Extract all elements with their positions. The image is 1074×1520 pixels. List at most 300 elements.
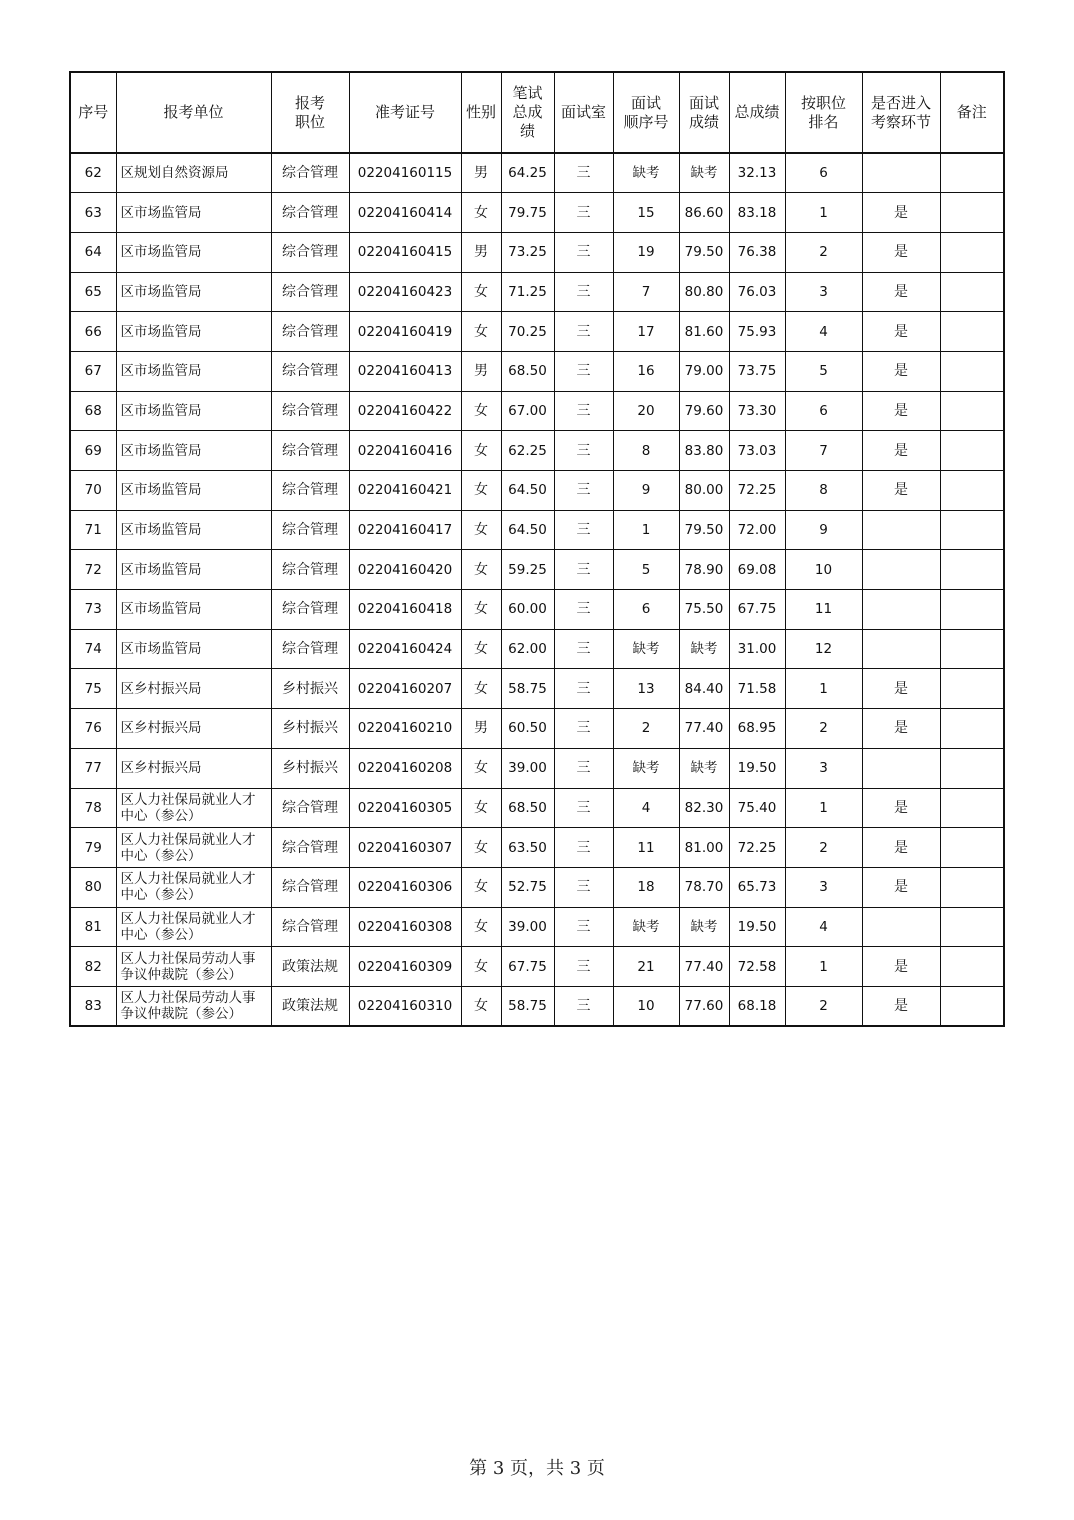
cell-interview-room: 三 xyxy=(554,471,613,511)
cell-ticket-number: 02204160210 xyxy=(349,709,461,749)
cell-remarks xyxy=(940,748,1004,788)
cell-remarks xyxy=(940,828,1004,868)
cell-advance: 是 xyxy=(862,351,940,391)
cell-unit: 区乡村振兴局 xyxy=(116,709,271,749)
cell-ticket-number: 02204160418 xyxy=(349,590,461,630)
header-unit-line: 报考单位 xyxy=(163,103,224,121)
cell-written-score: 67.00 xyxy=(501,391,554,431)
cell-unit: 区市场监管局 xyxy=(116,590,271,630)
cell-rank: 2 xyxy=(785,828,862,868)
table-row xyxy=(70,550,1004,590)
cell-gender: 女 xyxy=(461,510,501,550)
cell-rank: 10 xyxy=(785,550,862,590)
table-row xyxy=(70,351,1004,391)
cell-written-score: 58.75 xyxy=(501,986,554,1026)
cell-unit: 区人力社保局就业人才中心（参公） xyxy=(116,828,271,868)
cell-ticket-number: 02204160305 xyxy=(349,788,461,828)
cell-ticket-number: 02204160419 xyxy=(349,312,461,352)
header-written-score-line: 总成 xyxy=(512,103,543,121)
cell-interview-score: 缺考 xyxy=(679,153,729,193)
cell-gender: 男 xyxy=(461,709,501,749)
cell-rank: 2 xyxy=(785,986,862,1026)
cell-interview-order: 6 xyxy=(613,590,679,630)
cell-written-score: 67.75 xyxy=(501,947,554,987)
cell-index: 83 xyxy=(70,986,116,1026)
cell-interview-room: 三 xyxy=(554,669,613,709)
header-remarks xyxy=(940,72,1004,153)
cell-interview-score: 77.40 xyxy=(679,947,729,987)
cell-ticket-number: 02204160421 xyxy=(349,471,461,511)
cell-position: 综合管理 xyxy=(271,550,349,590)
cell-remarks xyxy=(940,669,1004,709)
header-interview-room xyxy=(554,72,613,153)
cell-ticket-number: 02204160309 xyxy=(349,947,461,987)
table-row xyxy=(70,629,1004,669)
cell-remarks xyxy=(940,153,1004,193)
cell-ticket-number: 02204160307 xyxy=(349,828,461,868)
header-interview-room-line: 面试室 xyxy=(560,103,606,121)
cell-total-score: 72.00 xyxy=(729,510,785,550)
cell-gender: 女 xyxy=(461,391,501,431)
cell-advance: 是 xyxy=(862,391,940,431)
cell-unit: 区市场监管局 xyxy=(116,312,271,352)
cell-advance: 是 xyxy=(862,788,940,828)
cell-advance: 是 xyxy=(862,709,940,749)
cell-advance: 是 xyxy=(862,312,940,352)
cell-unit: 区市场监管局 xyxy=(116,391,271,431)
cell-interview-order: 10 xyxy=(613,986,679,1026)
table-row xyxy=(70,391,1004,431)
cell-interview-score: 86.60 xyxy=(679,193,729,233)
cell-interview-order: 5 xyxy=(613,550,679,590)
cell-total-score: 73.75 xyxy=(729,351,785,391)
table-row xyxy=(70,193,1004,233)
cell-ticket-number: 02204160414 xyxy=(349,193,461,233)
header-interview-score-line: 成绩 xyxy=(688,112,719,131)
cell-gender: 女 xyxy=(461,669,501,709)
cell-rank: 3 xyxy=(785,748,862,788)
cell-rank: 12 xyxy=(785,629,862,669)
table-row xyxy=(70,153,1004,193)
cell-gender: 男 xyxy=(461,232,501,272)
header-index-line: 序号 xyxy=(78,103,109,121)
cell-ticket-number: 02204160416 xyxy=(349,431,461,471)
cell-remarks xyxy=(940,629,1004,669)
cell-position: 综合管理 xyxy=(271,232,349,272)
table-row xyxy=(70,510,1004,550)
cell-rank: 1 xyxy=(785,193,862,233)
cell-interview-score: 79.50 xyxy=(679,232,729,272)
header-position xyxy=(271,72,349,153)
cell-remarks xyxy=(940,431,1004,471)
table-row xyxy=(70,828,1004,868)
cell-ticket-number: 02204160415 xyxy=(349,232,461,272)
cell-interview-room: 三 xyxy=(554,788,613,828)
cell-interview-room: 三 xyxy=(554,629,613,669)
cell-unit: 区人力社保局劳动人事争议仲裁院（参公） xyxy=(116,986,271,1026)
cell-remarks xyxy=(940,312,1004,352)
cell-index: 62 xyxy=(70,153,116,193)
cell-rank: 4 xyxy=(785,907,862,947)
cell-written-score: 64.25 xyxy=(501,153,554,193)
cell-unit: 区人力社保局就业人才中心（参公） xyxy=(116,867,271,907)
cell-index: 65 xyxy=(70,272,116,312)
cell-index: 64 xyxy=(70,232,116,272)
cell-remarks xyxy=(940,193,1004,233)
cell-gender: 女 xyxy=(461,471,501,511)
cell-interview-score: 缺考 xyxy=(679,748,729,788)
cell-rank: 1 xyxy=(785,788,862,828)
cell-ticket-number: 02204160207 xyxy=(349,669,461,709)
cell-interview-score: 80.00 xyxy=(679,471,729,511)
table-row xyxy=(70,471,1004,511)
cell-remarks xyxy=(940,947,1004,987)
cell-rank: 6 xyxy=(785,153,862,193)
cell-total-score: 69.08 xyxy=(729,550,785,590)
cell-remarks xyxy=(940,351,1004,391)
cell-written-score: 64.50 xyxy=(501,471,554,511)
cell-unit: 区人力社保局就业人才中心（参公） xyxy=(116,788,271,828)
cell-interview-order: 19 xyxy=(613,232,679,272)
results-table-container xyxy=(69,71,1005,1027)
cell-rank: 3 xyxy=(785,272,862,312)
cell-gender: 女 xyxy=(461,590,501,630)
cell-interview-room: 三 xyxy=(554,312,613,352)
cell-gender: 男 xyxy=(461,153,501,193)
cell-written-score: 62.00 xyxy=(501,629,554,669)
cell-index: 75 xyxy=(70,669,116,709)
table-row xyxy=(70,312,1004,352)
cell-total-score: 19.50 xyxy=(729,907,785,947)
cell-remarks xyxy=(940,272,1004,312)
cell-interview-room: 三 xyxy=(554,748,613,788)
cell-advance xyxy=(862,748,940,788)
cell-index: 70 xyxy=(70,471,116,511)
cell-interview-score: 78.70 xyxy=(679,867,729,907)
cell-position: 综合管理 xyxy=(271,351,349,391)
cell-position: 乡村振兴 xyxy=(271,748,349,788)
cell-ticket-number: 02204160306 xyxy=(349,867,461,907)
cell-position: 综合管理 xyxy=(271,391,349,431)
cell-position: 综合管理 xyxy=(271,590,349,630)
cell-position: 综合管理 xyxy=(271,867,349,907)
cell-interview-score: 78.90 xyxy=(679,550,729,590)
cell-interview-score: 81.00 xyxy=(679,828,729,868)
results-table xyxy=(69,71,1005,1027)
table-row xyxy=(70,748,1004,788)
cell-rank: 1 xyxy=(785,947,862,987)
cell-index: 79 xyxy=(70,828,116,868)
cell-advance: 是 xyxy=(862,232,940,272)
cell-rank: 11 xyxy=(785,590,862,630)
cell-interview-score: 77.60 xyxy=(679,986,729,1026)
cell-interview-room: 三 xyxy=(554,947,613,987)
cell-rank: 3 xyxy=(785,867,862,907)
header-remarks-line: 备注 xyxy=(956,103,987,121)
cell-interview-room: 三 xyxy=(554,153,613,193)
table-row xyxy=(70,947,1004,987)
header-written-score-line: 绩 xyxy=(519,122,535,140)
cell-index: 68 xyxy=(70,391,116,431)
cell-interview-order: 21 xyxy=(613,947,679,987)
cell-rank: 6 xyxy=(785,391,862,431)
cell-remarks xyxy=(940,867,1004,907)
header-interview-order-line: 面试 xyxy=(630,93,661,112)
header-rank-line: 排名 xyxy=(808,112,839,131)
cell-rank: 5 xyxy=(785,351,862,391)
cell-interview-score: 84.40 xyxy=(679,669,729,709)
cell-interview-score: 79.00 xyxy=(679,351,729,391)
cell-advance: 是 xyxy=(862,828,940,868)
cell-unit: 区市场监管局 xyxy=(116,471,271,511)
cell-gender: 女 xyxy=(461,312,501,352)
cell-written-score: 73.25 xyxy=(501,232,554,272)
cell-advance xyxy=(862,590,940,630)
cell-interview-room: 三 xyxy=(554,907,613,947)
cell-written-score: 79.75 xyxy=(501,193,554,233)
header-interview-order-line: 顺序号 xyxy=(623,112,669,131)
cell-interview-score: 77.40 xyxy=(679,709,729,749)
cell-position: 综合管理 xyxy=(271,788,349,828)
cell-remarks xyxy=(940,471,1004,511)
header-advance xyxy=(862,72,940,153)
header-rank xyxy=(785,72,862,153)
cell-interview-score: 79.50 xyxy=(679,510,729,550)
cell-index: 71 xyxy=(70,510,116,550)
cell-position: 乡村振兴 xyxy=(271,709,349,749)
cell-ticket-number: 02204160413 xyxy=(349,351,461,391)
cell-interview-room: 三 xyxy=(554,550,613,590)
cell-total-score: 31.00 xyxy=(729,629,785,669)
cell-interview-score: 缺考 xyxy=(679,629,729,669)
cell-interview-room: 三 xyxy=(554,272,613,312)
cell-written-score: 71.25 xyxy=(501,272,554,312)
cell-position: 综合管理 xyxy=(271,272,349,312)
cell-gender: 女 xyxy=(461,947,501,987)
cell-remarks xyxy=(940,391,1004,431)
cell-interview-order: 20 xyxy=(613,391,679,431)
cell-unit: 区市场监管局 xyxy=(116,510,271,550)
table-row xyxy=(70,907,1004,947)
cell-unit: 区人力社保局劳动人事争议仲裁院（参公） xyxy=(116,947,271,987)
cell-interview-order: 13 xyxy=(613,669,679,709)
cell-written-score: 60.50 xyxy=(501,709,554,749)
cell-index: 78 xyxy=(70,788,116,828)
table-row xyxy=(70,590,1004,630)
cell-unit: 区规划自然资源局 xyxy=(116,153,271,193)
cell-unit: 区市场监管局 xyxy=(116,232,271,272)
header-row xyxy=(70,72,1004,153)
cell-interview-room: 三 xyxy=(554,986,613,1026)
cell-interview-room: 三 xyxy=(554,391,613,431)
cell-advance xyxy=(862,550,940,590)
cell-position: 综合管理 xyxy=(271,431,349,471)
cell-written-score: 63.50 xyxy=(501,828,554,868)
cell-index: 63 xyxy=(70,193,116,233)
cell-unit: 区人力社保局就业人才中心（参公） xyxy=(116,907,271,947)
cell-index: 81 xyxy=(70,907,116,947)
cell-rank: 9 xyxy=(785,510,862,550)
cell-interview-score: 83.80 xyxy=(679,431,729,471)
cell-position: 乡村振兴 xyxy=(271,669,349,709)
cell-advance: 是 xyxy=(862,471,940,511)
header-ticket-number xyxy=(349,72,461,153)
cell-written-score: 58.75 xyxy=(501,669,554,709)
cell-total-score: 67.75 xyxy=(729,590,785,630)
cell-index: 76 xyxy=(70,709,116,749)
cell-total-score: 72.25 xyxy=(729,471,785,511)
cell-gender: 女 xyxy=(461,193,501,233)
cell-total-score: 73.30 xyxy=(729,391,785,431)
cell-interview-score: 82.30 xyxy=(679,788,729,828)
cell-position: 政策法规 xyxy=(271,947,349,987)
cell-interview-score: 80.80 xyxy=(679,272,729,312)
cell-remarks xyxy=(940,510,1004,550)
cell-unit: 区市场监管局 xyxy=(116,351,271,391)
cell-index: 80 xyxy=(70,867,116,907)
header-interview-score xyxy=(679,72,729,153)
cell-advance: 是 xyxy=(862,272,940,312)
cell-written-score: 68.50 xyxy=(501,351,554,391)
cell-interview-order: 18 xyxy=(613,867,679,907)
cell-written-score: 60.00 xyxy=(501,590,554,630)
cell-total-score: 68.18 xyxy=(729,986,785,1026)
header-total-score xyxy=(729,72,785,153)
cell-interview-order: 7 xyxy=(613,272,679,312)
cell-written-score: 39.00 xyxy=(501,748,554,788)
cell-advance: 是 xyxy=(862,669,940,709)
cell-interview-room: 三 xyxy=(554,867,613,907)
cell-unit: 区市场监管局 xyxy=(116,193,271,233)
cell-advance xyxy=(862,153,940,193)
cell-interview-order: 11 xyxy=(613,828,679,868)
cell-total-score: 68.95 xyxy=(729,709,785,749)
header-interview-score-line: 面试 xyxy=(688,93,719,112)
cell-advance xyxy=(862,510,940,550)
cell-interview-order: 4 xyxy=(613,788,679,828)
cell-ticket-number: 02204160423 xyxy=(349,272,461,312)
cell-unit: 区乡村振兴局 xyxy=(116,748,271,788)
cell-rank: 2 xyxy=(785,709,862,749)
cell-remarks xyxy=(940,550,1004,590)
cell-advance: 是 xyxy=(862,193,940,233)
cell-unit: 区市场监管局 xyxy=(116,629,271,669)
cell-advance: 是 xyxy=(862,431,940,471)
cell-gender: 女 xyxy=(461,867,501,907)
cell-interview-score: 75.50 xyxy=(679,590,729,630)
cell-ticket-number: 02204160208 xyxy=(349,748,461,788)
cell-gender: 男 xyxy=(461,351,501,391)
cell-position: 综合管理 xyxy=(271,471,349,511)
header-interview-order xyxy=(613,72,679,153)
cell-interview-score: 81.60 xyxy=(679,312,729,352)
cell-advance: 是 xyxy=(862,986,940,1026)
header-gender-line: 性别 xyxy=(465,103,496,121)
header-written-score-line: 笔试 xyxy=(512,84,543,102)
cell-unit: 区市场监管局 xyxy=(116,431,271,471)
table-row xyxy=(70,867,1004,907)
cell-ticket-number: 02204160424 xyxy=(349,629,461,669)
cell-rank: 2 xyxy=(785,232,862,272)
cell-interview-order: 9 xyxy=(613,471,679,511)
cell-interview-room: 三 xyxy=(554,232,613,272)
cell-remarks xyxy=(940,709,1004,749)
cell-remarks xyxy=(940,986,1004,1026)
cell-gender: 女 xyxy=(461,907,501,947)
cell-total-score: 19.50 xyxy=(729,748,785,788)
cell-position: 综合管理 xyxy=(271,510,349,550)
cell-total-score: 73.03 xyxy=(729,431,785,471)
cell-interview-room: 三 xyxy=(554,351,613,391)
cell-interview-room: 三 xyxy=(554,709,613,749)
header-position-line: 报考 xyxy=(294,93,325,112)
cell-interview-order: 17 xyxy=(613,312,679,352)
table-row xyxy=(70,986,1004,1026)
cell-position: 综合管理 xyxy=(271,312,349,352)
table-row xyxy=(70,709,1004,749)
cell-interview-room: 三 xyxy=(554,193,613,233)
cell-ticket-number: 02204160420 xyxy=(349,550,461,590)
cell-gender: 女 xyxy=(461,550,501,590)
cell-total-score: 71.58 xyxy=(729,669,785,709)
cell-interview-room: 三 xyxy=(554,590,613,630)
cell-ticket-number: 02204160308 xyxy=(349,907,461,947)
cell-interview-score: 79.60 xyxy=(679,391,729,431)
cell-interview-order: 缺考 xyxy=(613,748,679,788)
cell-advance: 是 xyxy=(862,867,940,907)
page-footer: 第 3 页，共 3 页 xyxy=(469,1458,605,1479)
cell-index: 73 xyxy=(70,590,116,630)
cell-position: 综合管理 xyxy=(271,828,349,868)
cell-interview-order: 1 xyxy=(613,510,679,550)
cell-written-score: 59.25 xyxy=(501,550,554,590)
cell-gender: 女 xyxy=(461,828,501,868)
cell-total-score: 76.38 xyxy=(729,232,785,272)
cell-interview-room: 三 xyxy=(554,828,613,868)
table-row xyxy=(70,272,1004,312)
cell-remarks xyxy=(940,907,1004,947)
cell-total-score: 65.73 xyxy=(729,867,785,907)
cell-remarks xyxy=(940,232,1004,272)
cell-remarks xyxy=(940,788,1004,828)
header-advance-line: 是否进入 xyxy=(870,93,931,112)
cell-interview-order: 16 xyxy=(613,351,679,391)
cell-index: 67 xyxy=(70,351,116,391)
cell-unit: 区乡村振兴局 xyxy=(116,669,271,709)
cell-index: 77 xyxy=(70,748,116,788)
cell-interview-order: 缺考 xyxy=(613,153,679,193)
cell-position: 综合管理 xyxy=(271,193,349,233)
cell-interview-room: 三 xyxy=(554,431,613,471)
cell-ticket-number: 02204160417 xyxy=(349,510,461,550)
table-body xyxy=(70,153,1004,1026)
cell-position: 综合管理 xyxy=(271,153,349,193)
cell-written-score: 39.00 xyxy=(501,907,554,947)
table-row xyxy=(70,431,1004,471)
cell-interview-order: 15 xyxy=(613,193,679,233)
cell-rank: 4 xyxy=(785,312,862,352)
table-row xyxy=(70,788,1004,828)
cell-position: 综合管理 xyxy=(271,629,349,669)
cell-gender: 女 xyxy=(461,986,501,1026)
cell-rank: 8 xyxy=(785,471,862,511)
cell-written-score: 70.25 xyxy=(501,312,554,352)
cell-gender: 女 xyxy=(461,748,501,788)
cell-gender: 女 xyxy=(461,272,501,312)
header-gender xyxy=(461,72,501,153)
cell-gender: 女 xyxy=(461,431,501,471)
cell-rank: 7 xyxy=(785,431,862,471)
